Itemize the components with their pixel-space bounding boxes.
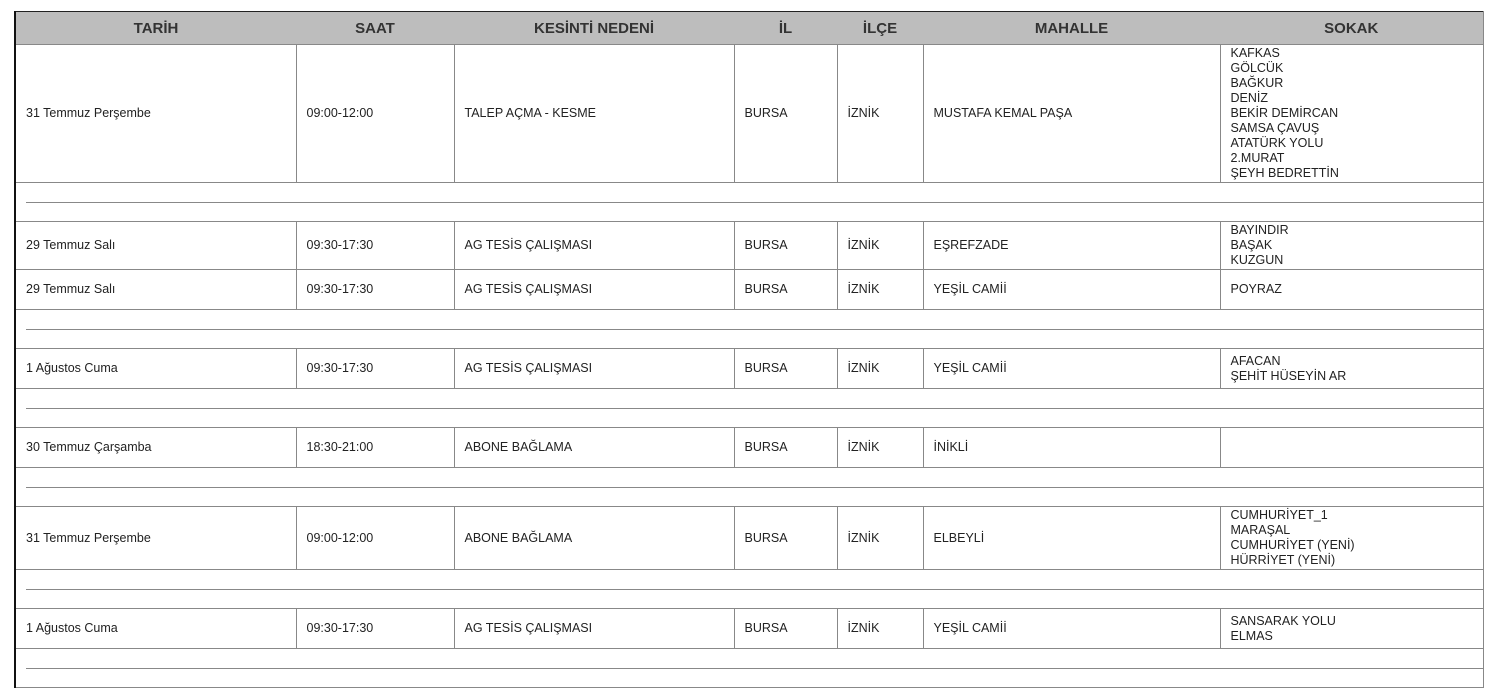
cell-il: BURSA: [734, 270, 837, 310]
header-sokak: SOKAK: [1220, 12, 1483, 45]
cell-ilce: İZNİK: [837, 349, 923, 389]
cell-il: BURSA: [734, 349, 837, 389]
header-neden: KESİNTİ NEDENİ: [454, 12, 734, 45]
cell-tarih: 30 Temmuz Çarşamba: [15, 428, 296, 468]
street-name: 2.MURAT: [1230, 151, 1285, 165]
cell-sokak: [1220, 45, 1483, 183]
street-name: GÖLCÜK: [1230, 61, 1284, 75]
cell-sokak: [1220, 428, 1483, 468]
cell-tarih: 29 Temmuz Salı: [15, 270, 296, 310]
cell-ilce: İZNİK: [837, 222, 923, 270]
separator-row: [15, 649, 1483, 688]
street-name: DENİZ: [1230, 91, 1268, 105]
cell-tarih: 31 Temmuz Perşembe: [15, 507, 296, 570]
cell-ilce: İZNİK: [837, 45, 923, 183]
cell-mahalle: YEŞİL CAMİİ: [923, 270, 1220, 310]
street-name: HÜRRİYET (YENİ): [1230, 553, 1336, 567]
divider: [26, 408, 1483, 409]
divider: [26, 589, 1483, 590]
divider: [26, 329, 1483, 330]
street-name: CUMHURİYET (YENİ): [1230, 538, 1355, 552]
cell-tarih: 31 Temmuz Perşembe: [15, 45, 296, 183]
cell-neden: AG TESİS ÇALIŞMASI: [454, 349, 734, 389]
power-outage-table: [14, 11, 1484, 688]
street-name: BAŞAK: [1230, 238, 1273, 252]
street-name: SAMSA ÇAVUŞ: [1230, 121, 1320, 135]
cell-sokak: [1220, 349, 1483, 389]
street-name: CUMHURİYET_1: [1230, 508, 1328, 522]
cell-sokak: [1220, 222, 1483, 270]
cell-ilce: İZNİK: [837, 507, 923, 570]
cell-saat: 09:00-12:00: [296, 507, 454, 570]
cell-il: BURSA: [734, 507, 837, 570]
cell-mahalle: MUSTAFA KEMAL PAŞA: [923, 45, 1220, 183]
cell-sokak: [1220, 609, 1483, 649]
header-tarih: TARİH: [15, 12, 296, 45]
header-il: İL: [734, 12, 837, 45]
cell-neden: AG TESİS ÇALIŞMASI: [454, 609, 734, 649]
cell-saat: 18:30-21:00: [296, 428, 454, 468]
separator-row: [15, 570, 1483, 609]
table-header: [15, 12, 1483, 45]
cell-mahalle: İNİKLİ: [923, 428, 1220, 468]
cell-tarih: 29 Temmuz Salı: [15, 222, 296, 270]
divider: [26, 487, 1483, 488]
street-name: BEKİR DEMİRCAN: [1230, 106, 1339, 120]
header-mahalle: MAHALLE: [923, 12, 1220, 45]
cell-ilce: İZNİK: [837, 609, 923, 649]
cell-neden: ABONE BAĞLAMA: [454, 428, 734, 468]
cell-tarih: 1 Ağustos Cuma: [15, 349, 296, 389]
street-name: ATATÜRK YOLU: [1230, 136, 1324, 150]
divider: [26, 668, 1483, 669]
cell-il: BURSA: [734, 428, 837, 468]
cell-ilce: İZNİK: [837, 270, 923, 310]
table-row: [15, 507, 1483, 570]
separator-row: [15, 468, 1483, 507]
cell-ilce: İZNİK: [837, 428, 923, 468]
street-name: MARAŞAL: [1230, 523, 1291, 537]
table-row: [15, 222, 1483, 270]
table-row: [15, 45, 1483, 183]
street-name: BAĞKUR: [1230, 76, 1284, 90]
cell-tarih: 1 Ağustos Cuma: [15, 609, 296, 649]
cell-mahalle: EŞREFZADE: [923, 222, 1220, 270]
street-name: ŞEYH BEDRETTİN: [1230, 166, 1339, 180]
cell-neden: TALEP AÇMA - KESME: [454, 45, 734, 183]
street-name: BAYINDIR: [1230, 223, 1289, 237]
cell-saat: 09:30-17:30: [296, 270, 454, 310]
street-name: ŞEHİT HÜSEYİN AR: [1230, 369, 1347, 383]
header-ilce: İLÇE: [837, 12, 923, 45]
street-name: AFACAN: [1230, 354, 1281, 368]
table-row: [15, 609, 1483, 649]
cell-saat: 09:00-12:00: [296, 45, 454, 183]
separator-row: [15, 310, 1483, 349]
cell-mahalle: ELBEYLİ: [923, 507, 1220, 570]
separator-row: [15, 389, 1483, 428]
cell-mahalle: YEŞİL CAMİİ: [923, 609, 1220, 649]
cell-il: BURSA: [734, 609, 837, 649]
separator-row: [15, 183, 1483, 222]
street-name: ELMAS: [1230, 629, 1273, 643]
table-row: [15, 428, 1483, 468]
header-saat: SAAT: [296, 12, 454, 45]
cell-sokak: [1220, 507, 1483, 570]
cell-neden: AG TESİS ÇALIŞMASI: [454, 270, 734, 310]
cell-saat: 09:30-17:30: [296, 222, 454, 270]
table-row: [15, 270, 1483, 310]
cell-neden: ABONE BAĞLAMA: [454, 507, 734, 570]
cell-il: BURSA: [734, 222, 837, 270]
street-name: KAFKAS: [1230, 46, 1280, 60]
street-name: KUZGUN: [1230, 253, 1284, 267]
cell-neden: AG TESİS ÇALIŞMASI: [454, 222, 734, 270]
cell-mahalle: YEŞİL CAMİİ: [923, 349, 1220, 389]
cell-sokak: [1220, 270, 1483, 310]
divider: [26, 202, 1483, 203]
table-row: [15, 349, 1483, 389]
cell-saat: 09:30-17:30: [296, 349, 454, 389]
street-name: SANSARAK YOLU: [1230, 614, 1336, 628]
cell-il: BURSA: [734, 45, 837, 183]
table-body: [15, 45, 1483, 688]
street-name: POYRAZ: [1230, 282, 1282, 296]
cell-saat: 09:30-17:30: [296, 609, 454, 649]
